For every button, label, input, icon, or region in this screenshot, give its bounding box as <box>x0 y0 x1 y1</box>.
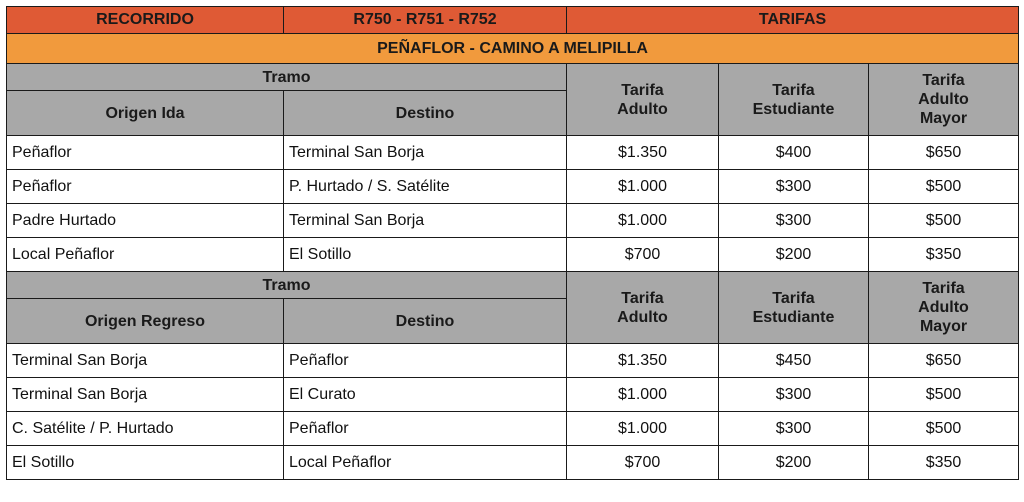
tarifa-adulto-mayor-header <box>869 272 1019 344</box>
origin-header: Origen Regreso <box>7 299 284 344</box>
origin-cell: Terminal San Borja <box>7 378 284 412</box>
origin-cell: El Sotillo <box>7 446 284 480</box>
tarifa-adulto-mayor-cell: $500 <box>869 170 1019 204</box>
destination-cell: Terminal San Borja <box>284 204 567 238</box>
origin-cell: Peñaflor <box>7 170 284 204</box>
tramo-header: Tramo <box>7 64 567 91</box>
destination-cell: Peñaflor <box>284 412 567 446</box>
tramo-header: Tramo <box>7 272 567 299</box>
tarifa-estudiante-header <box>719 272 869 344</box>
return-header-row <box>7 272 1019 299</box>
tarifa-adulto-line: Tarifa <box>621 81 664 99</box>
origin-cell: Padre Hurtado <box>7 204 284 238</box>
origin-cell: Local Peñaflor <box>7 238 284 272</box>
tarifa-adulto-mayor-cell: $500 <box>869 412 1019 446</box>
destination-header: Destino <box>284 299 567 344</box>
tarifa-estudiante-cell: $300 <box>719 378 869 412</box>
origin-cell: C. Satélite / P. Hurtado <box>7 412 284 446</box>
tarifa-adulto-mayor-line: Tarifa <box>922 280 965 297</box>
tarifa-adulto-cell: $1.000 <box>567 378 719 412</box>
tarifa-estudiante-cell: $450 <box>719 344 869 378</box>
origin-cell: Peñaflor <box>7 136 284 170</box>
table-row <box>7 378 1019 412</box>
table-row <box>7 170 1019 204</box>
tarifa-estudiante-cell: $300 <box>719 412 869 446</box>
tarifa-adulto-header <box>567 272 719 344</box>
recorrido-header: RECORRIDO <box>7 7 284 34</box>
tarifa-adulto-cell: $700 <box>567 446 719 480</box>
tarifa-adulto-line: Adulto <box>617 308 668 326</box>
table-row <box>7 344 1019 378</box>
tarifa-adulto-mayor-line: Adulto <box>918 91 969 108</box>
tarifa-adulto-mayor-line: Mayor <box>919 110 968 127</box>
tarifa-estudiante-line: Estudiante <box>752 100 835 118</box>
route-name-row <box>7 34 1019 64</box>
table-row <box>7 446 1019 480</box>
destination-header: Destino <box>284 91 567 136</box>
tarifa-adulto-line: Tarifa <box>621 289 664 307</box>
tarifa-adulto-mayor-line: Mayor <box>919 318 968 335</box>
destination-cell: El Curato <box>284 378 567 412</box>
table-row <box>7 238 1019 272</box>
destination-cell: P. Hurtado / S. Satélite <box>284 170 567 204</box>
tarifa-adulto-cell: $1.350 <box>567 344 719 378</box>
tarifa-adulto-cell: $700 <box>567 238 719 272</box>
tarifa-adulto-line: Adulto <box>617 100 668 118</box>
outbound-header-row <box>7 64 1019 91</box>
destination-cell: Local Peñaflor <box>284 446 567 480</box>
table-row <box>7 136 1019 170</box>
tarifa-adulto-mayor-line: Tarifa <box>922 72 965 89</box>
table-row <box>7 204 1019 238</box>
tarifa-adulto-mayor-cell: $500 <box>869 378 1019 412</box>
tarifa-adulto-mayor-cell: $650 <box>869 344 1019 378</box>
tarifa-estudiante-cell: $200 <box>719 238 869 272</box>
tarifa-adulto-mayor-cell: $350 <box>869 238 1019 272</box>
routes-header: R750 - R751 - R752 <box>284 7 567 34</box>
tarifas-header: TARIFAS <box>567 7 1019 34</box>
origin-header: Origen Ida <box>7 91 284 136</box>
tarifa-adulto-mayor-cell: $650 <box>869 136 1019 170</box>
tarifa-estudiante-cell: $300 <box>719 170 869 204</box>
tarifa-estudiante-cell: $400 <box>719 136 869 170</box>
tarifa-estudiante-cell: $300 <box>719 204 869 238</box>
tarifa-adulto-cell: $1.350 <box>567 136 719 170</box>
route-name: PEÑAFLOR - CAMINO A MELIPILLA <box>7 34 1019 64</box>
tarifa-estudiante-line: Tarifa <box>772 289 815 307</box>
destination-cell: Terminal San Borja <box>284 136 567 170</box>
origin-cell: Terminal San Borja <box>7 344 284 378</box>
tarifa-adulto-mayor-line: Adulto <box>918 299 969 316</box>
tarifa-adulto-cell: $1.000 <box>567 204 719 238</box>
tarifa-adulto-cell: $1.000 <box>567 412 719 446</box>
tarifa-adulto-header <box>567 64 719 136</box>
tarifa-adulto-mayor-cell: $500 <box>869 204 1019 238</box>
tarifa-estudiante-line: Estudiante <box>752 308 835 326</box>
tarifa-estudiante-line: Tarifa <box>772 81 815 99</box>
tarifa-estudiante-header <box>719 64 869 136</box>
tarifa-estudiante-cell: $200 <box>719 446 869 480</box>
table-header-row <box>7 7 1019 34</box>
tarifa-adulto-mayor-header <box>869 64 1019 136</box>
table-row <box>7 412 1019 446</box>
fare-table <box>6 6 1019 480</box>
tarifa-adulto-mayor-cell: $350 <box>869 446 1019 480</box>
destination-cell: Peñaflor <box>284 344 567 378</box>
destination-cell: El Sotillo <box>284 238 567 272</box>
tarifa-adulto-cell: $1.000 <box>567 170 719 204</box>
